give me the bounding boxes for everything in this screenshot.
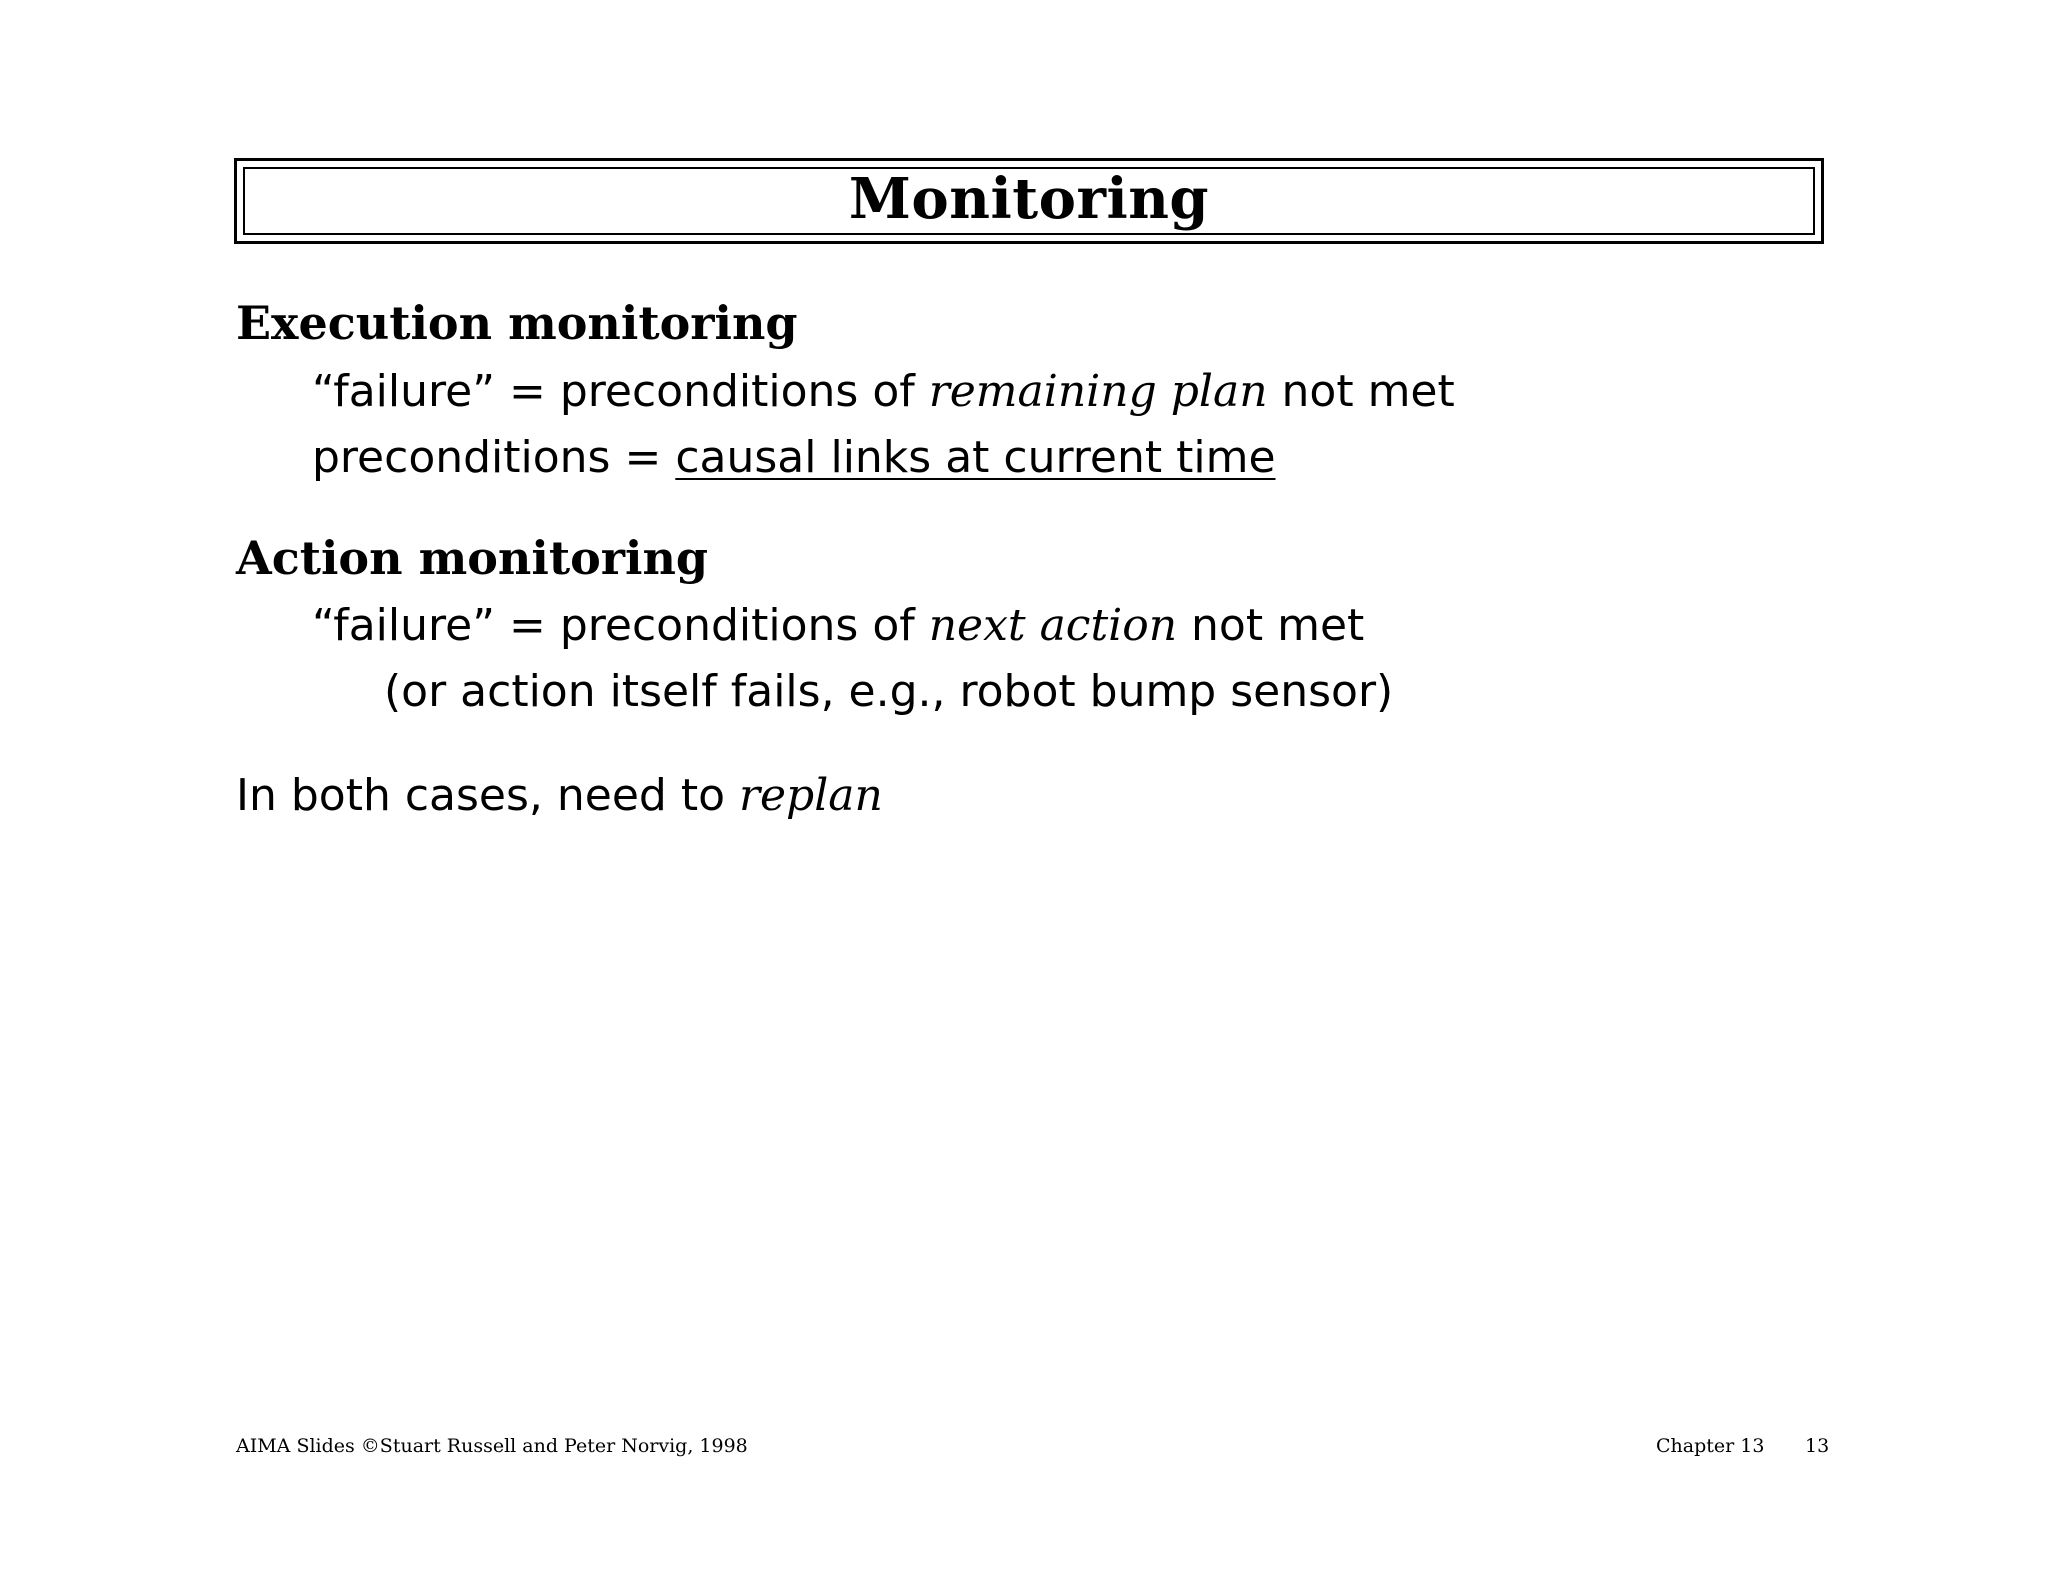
execution-preconditions-underlined: causal links at current time <box>675 432 1276 483</box>
footer-chapter: Chapter 13 <box>1656 1435 1765 1457</box>
conclusion-text: In both cases, need to <box>236 770 739 821</box>
execution-failure-emphasis: remaining plan <box>928 366 1268 417</box>
slide-title-box <box>234 158 1824 244</box>
action-failure-detail-line: (or action itself fails, e.g., robot bump sensor) <box>384 666 1394 717</box>
slide-title: Monitoring <box>848 166 1210 232</box>
execution-failure-end: not met <box>1267 366 1455 417</box>
section-heading-action-monitoring: Action monitoring <box>236 531 709 585</box>
footer-copyright: AIMA Slides ©Stuart Russell and Peter Norvig, 1998 <box>236 1435 748 1457</box>
slide-title-inner-frame <box>243 167 1815 235</box>
action-failure-emphasis: next action <box>928 600 1178 651</box>
section-heading-execution-monitoring: Execution monitoring <box>236 296 798 350</box>
conclusion-emphasis: replan <box>738 770 883 821</box>
action-failure-end: not met <box>1177 600 1365 651</box>
conclusion-line <box>236 770 883 821</box>
execution-preconditions-line <box>312 432 1276 483</box>
execution-failure-line <box>312 366 1455 417</box>
action-failure-text: “failure” = preconditions of <box>312 600 929 651</box>
action-failure-line <box>312 600 1365 651</box>
execution-preconditions-text: preconditions = <box>312 432 676 483</box>
footer-page-number: 13 <box>1805 1435 1830 1457</box>
execution-failure-text: “failure” = preconditions of <box>312 366 929 417</box>
